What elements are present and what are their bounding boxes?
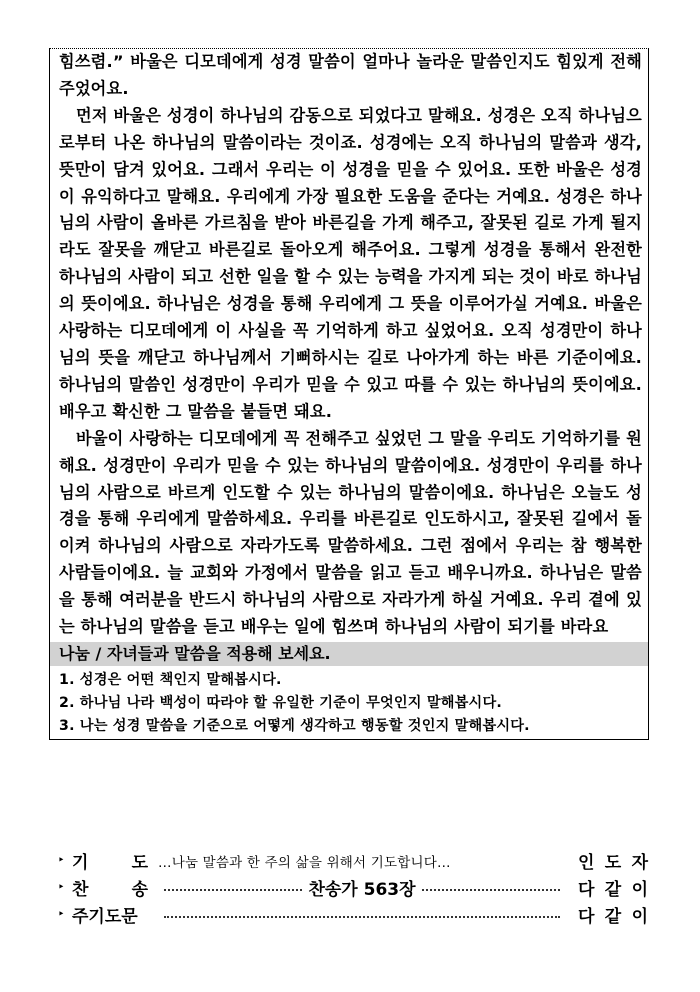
dotted-leader-right: [422, 889, 560, 891]
prayer-label: 기 도: [72, 853, 148, 873]
hymn-leader: 다 같 이: [578, 880, 648, 900]
lords-prayer-leader: 다 같 이: [578, 907, 648, 927]
triangle-marker-icon: ‣: [58, 855, 65, 866]
question-list: [50, 666, 648, 739]
order-row-lords-prayer: [58, 901, 648, 928]
prayer-description: …나눔 말씀과 한 주의 삶을 위해서 기도합니다…: [158, 854, 451, 871]
dotted-leader: [164, 916, 560, 918]
sermon-body: [50, 49, 648, 641]
question-2: 2. 하나님 나라 백성이 따라야 할 유일한 기준이 무엇인지 말해봅시다.: [59, 694, 502, 711]
dotted-leader-left: [164, 889, 302, 891]
sermon-paragraph-2: 먼저 바울은 성경이 하나님의 감동으로 되었다고 말해요. 성경은 오직 하나님으로부터 나온 하나님의 말씀이라는 것이죠. 성경에는 오직 하나님의 말씀과 생각, 뜻만이 담겨 있어요. 그래서 우리는 이 성경을 믿을 수 있어요. 또한 바울은 성경이 유익하다고 말해요. 우리에게 가장 필요한 도움을 준다는 거예요. 성경은 하나님의 사람이 올바른 가르침을 받아 바른길을 가게 해주고, 잘못된 길로 가게 될지라도 잘못을 깨닫고 바른길로 돌아오게 해주어요. 그렇게 성경을 통해서 완전한 하나님의 사람이 되고 선한 일을 할 수 있는 능력을 가지게 되는 것이 바로 하나님의 뜻이에요. 하나님은 성경을 통해 우리에게 그 뜻을 이루어가실 거예요. 바울은 사랑하는 디모데에게 이 사실을 꼭 기억하게 하고 싶었어요. 오직 성경만이 하나님의 뜻을 깨닫고 하나님께서 기뻐하시는 길로 나아가게 하는 바른 기준이에요. 하나님의 말씀인 성경만이 우리가 믿을 수 있고 따를 수 있는 하나님의 뜻이에요. 배우고 확신한 그 말씀을 붙들면 돼요.: [59, 105, 642, 421]
order-row-prayer: [58, 847, 648, 874]
hymn-title-area: [158, 875, 566, 900]
hymn-label: 찬 송: [72, 880, 148, 900]
share-header: 나눔 / 자녀들과 말씀을 적용해 보세요.: [50, 642, 648, 666]
hymn-title: 찬송가 563장: [308, 880, 416, 900]
prayer-leader: 인 도 자: [578, 853, 648, 873]
lords-prayer-area: [158, 914, 566, 916]
question-1: 1. 성경은 어떤 책인지 말해봅시다.: [59, 671, 282, 688]
lords-prayer-label: 주기도문: [72, 907, 138, 927]
question-3: 3. 나는 성경 말씀을 기준으로 어떻게 생각하고 행동할 것인지 말해봅시다.: [59, 717, 530, 734]
triangle-marker-icon: ‣: [58, 909, 65, 920]
prayer-description-area: [158, 851, 566, 871]
sermon-paragraph-1: 힘쓰렴.” 바울은 디모데에게 성경 말씀이 얼마나 놀라운 말씀인지도 힘있게 전해주었어요.: [59, 52, 642, 98]
triangle-marker-icon: ‣: [58, 882, 65, 893]
worship-order: [58, 847, 648, 928]
order-row-hymn: [58, 874, 648, 901]
sermon-box: [49, 48, 649, 740]
sermon-paragraph-3: 바울이 사랑하는 디모데에게 꼭 전해주고 싶었던 그 말을 우리도 기억하기를 원해요. 성경만이 우리가 믿을 수 있는 하나님의 말씀이에요. 성경만이 우리를 하나님의 사람으로 바르게 인도할 수 있는 하나님의 말씀이에요. 하나님은 오늘도 성경을 통해 우리에게 말씀하세요. 우리를 바른길로 인도하시고, 잘못된 길에서 돌이켜 하나님의 사람으로 자라가도록 말씀하세요. 그런 점에서 우리는 참 행복한 사람들이에요. 늘 교회와 가정에서 말씀을 읽고 듣고 배우니까요. 하나님은 말씀을 통해 여러분을 반드시 하나님의 사람으로 자라가게 하실 거예요. 우리 곁에 있는 하나님의 말씀을 듣고 배우는 일에 힘쓰며 하나님의 사람이 되기를 바라요: [59, 428, 642, 637]
